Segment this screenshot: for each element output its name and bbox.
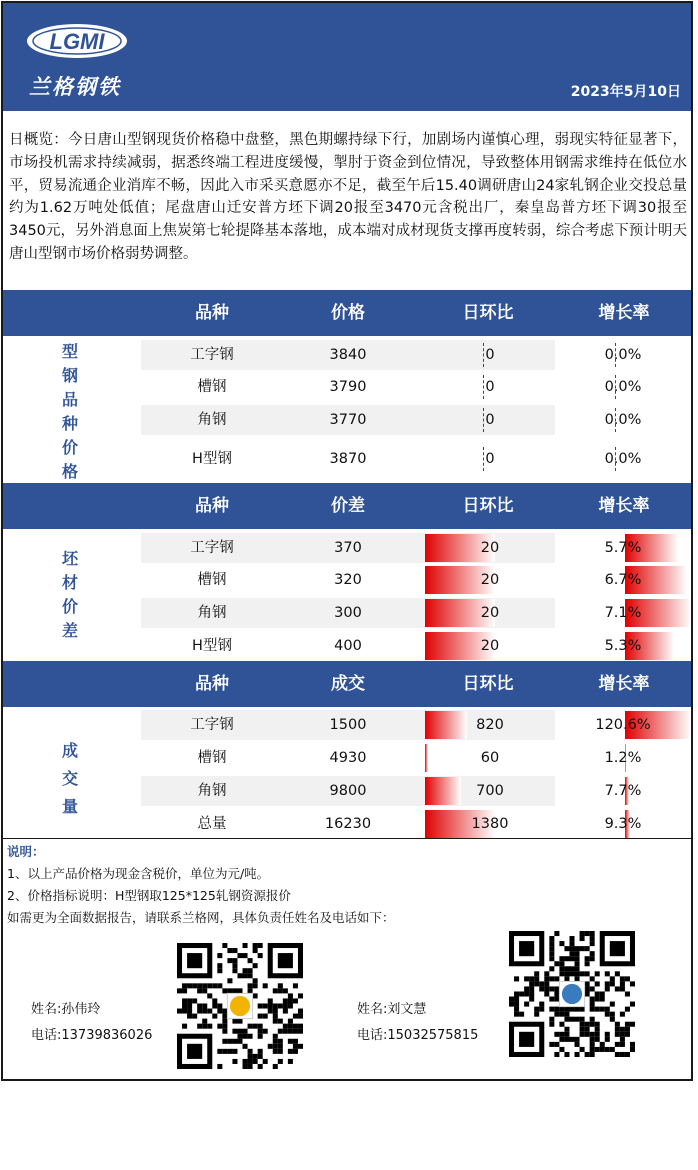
table-row <box>141 776 555 806</box>
row-variety: H型钢 <box>192 638 232 654</box>
daily-change-bar <box>425 444 555 474</box>
daily-change-value: 0 <box>485 347 495 363</box>
growth-rate-value: 7.7% <box>604 783 642 799</box>
growth-rate-bar <box>555 743 691 773</box>
row-variety: 工字钢 <box>190 540 234 556</box>
logo-name: 兰格钢铁 <box>29 75 121 99</box>
col-variety: 品种 <box>195 674 229 694</box>
daily-change-bar <box>425 776 555 806</box>
growth-rate-value: 120.6% <box>595 717 651 733</box>
contact-name: 姓名:刘文慧 <box>357 1002 427 1017</box>
row-value: 400 <box>334 638 362 654</box>
col-variety: 品种 <box>195 496 229 516</box>
qr-code-icon <box>509 931 635 1057</box>
section-label-char: 材 <box>61 573 78 592</box>
table-row <box>141 710 555 740</box>
growth-rate-bar <box>555 372 691 402</box>
notes-line-2: 2、价格指标说明：H型钢取125*125轧钢资源报价 <box>7 888 291 903</box>
growth-rate-value: 7.1% <box>604 605 642 621</box>
lgmi-logo-icon <box>25 21 129 65</box>
table-row <box>141 743 555 773</box>
daily-change-value: 1380 <box>471 816 509 832</box>
col-daily-change: 日环比 <box>462 496 514 516</box>
table-row <box>141 533 555 563</box>
row-variety: 角钢 <box>197 412 227 428</box>
qr-code-icon <box>177 943 303 1069</box>
section-label-char: 价 <box>61 438 78 457</box>
growth-rate-bar <box>555 776 691 806</box>
row-value: 3840 <box>329 347 367 363</box>
col-growth-rate: 增长率 <box>598 674 650 694</box>
row-variety: H型钢 <box>192 451 232 467</box>
table-row <box>141 598 555 628</box>
row-value: 4930 <box>329 750 367 766</box>
table-row <box>141 372 555 402</box>
section-label-char: 品 <box>61 390 78 409</box>
daily-change-value: 820 <box>476 717 504 733</box>
row-variety: 角钢 <box>197 783 227 799</box>
section-billet-spread <box>3 529 691 661</box>
growth-rate-value: 1.2% <box>604 750 642 766</box>
row-variety: 槽钢 <box>197 750 227 766</box>
notes <box>7 841 691 929</box>
growth-rate-value: 6.7% <box>604 572 642 588</box>
row-variety: 槽钢 <box>197 572 227 588</box>
growth-rate-value: 0.0% <box>604 379 642 395</box>
row-value: 1500 <box>329 717 367 733</box>
divider <box>3 838 691 839</box>
contact-name: 姓名:孙伟玲 <box>31 1002 101 1017</box>
table-row <box>141 565 555 595</box>
section-label-char: 价 <box>61 597 78 616</box>
daily-change-bar <box>425 533 555 563</box>
daily-change-bar <box>425 405 555 435</box>
section-label-char: 种 <box>61 414 78 433</box>
daily-change-value: 20 <box>480 540 500 556</box>
report-frame <box>1 1 693 1081</box>
growth-rate-bar <box>555 565 691 595</box>
row-value: 3790 <box>329 379 367 395</box>
daily-overview: 日概览：今日唐山型钢现货价格稳中盘整，黑色期螺持绿下行，加剧场内谨慎心理，弱现实特征显著下，市场投机需求持续减弱，据悉终端工程进度缓慢，掣肘于资金到位情况，导致整体用钢需求维持在低位水平，贸易流通企业消库不畅，因此入市采买意愿亦不足，截至午后15.40调研唐山24家轧钢企业交投总量约为1.62万吨处低值；尾盘唐山迁安普方坯下调20报至3470元含税出厂，秦皇岛普方坯下调30报至3450元，另外消息面上焦炭第七轮提降基本落地，成本端对成材现货支撑再度转弱，综合考虑下预计明天唐山型钢市场价格弱势调整。 <box>9 132 687 262</box>
row-variety: 工字钢 <box>190 347 234 363</box>
daily-change-value: 0 <box>485 379 495 395</box>
daily-change-bar <box>425 710 555 740</box>
growth-rate-bar <box>555 631 691 661</box>
report-header <box>3 3 691 111</box>
growth-rate-value: 0.0% <box>604 347 642 363</box>
row-variety: 角钢 <box>197 605 227 621</box>
daily-change-bar <box>425 372 555 402</box>
growth-rate-bar <box>555 533 691 563</box>
report-date: 2023年5月10日 <box>570 84 681 100</box>
section-header-section-price <box>3 290 691 336</box>
notes-line-1: 1、以上产品价格为现金含税价，单位为元/吨。 <box>7 866 270 881</box>
row-value: 370 <box>334 540 362 556</box>
lgmi-logo <box>25 21 135 99</box>
growth-rate-bar <box>555 598 691 628</box>
growth-rate-value: 0.0% <box>604 451 642 467</box>
notes-line-3: 如需更为全面数据报告，请联系兰格网，具体负责任姓名及电话如下： <box>7 910 395 925</box>
section-label-char: 型 <box>61 342 78 361</box>
section-label-char: 格 <box>61 462 78 481</box>
col-daily-change: 日环比 <box>462 303 514 323</box>
section-steel-price <box>3 336 691 482</box>
contact-2 <box>357 997 478 1049</box>
daily-change-value: 0 <box>485 412 495 428</box>
row-value: 3770 <box>329 412 367 428</box>
daily-change-bar <box>425 631 555 661</box>
table-row <box>141 444 555 474</box>
table-row <box>141 809 555 839</box>
row-variety: 总量 <box>197 816 227 832</box>
col-daily-change: 日环比 <box>462 674 514 694</box>
row-value: 3870 <box>329 451 367 467</box>
daily-change-bar <box>425 598 555 628</box>
daily-change-value: 20 <box>480 572 500 588</box>
section-label-char: 交 <box>61 769 78 788</box>
section-label-char: 钢 <box>61 366 78 385</box>
section-label <box>55 547 85 643</box>
col-variety: 品种 <box>195 303 229 323</box>
daily-change-bar <box>425 743 555 773</box>
row-value: 320 <box>334 572 362 588</box>
daily-change-value: 20 <box>480 605 500 621</box>
table-row <box>141 405 555 435</box>
col-price: 价格 <box>331 303 365 323</box>
table-row <box>141 340 555 370</box>
col-spread: 价差 <box>331 496 365 516</box>
section-label <box>55 737 85 821</box>
row-value: 9800 <box>329 783 367 799</box>
daily-change-value: 0 <box>485 451 495 467</box>
notes-title: 说明： <box>7 844 45 859</box>
section-trade-volume <box>3 707 691 837</box>
growth-rate-value: 5.3% <box>604 638 642 654</box>
section-label <box>55 340 85 484</box>
growth-rate-value: 9.3% <box>604 816 642 832</box>
row-value: 16230 <box>324 816 372 832</box>
section-label-char: 成 <box>61 741 78 760</box>
section-label-char: 坯 <box>61 549 78 568</box>
daily-change-value: 700 <box>476 783 504 799</box>
growth-rate-bar <box>555 809 691 839</box>
section-label-char: 量 <box>61 797 78 816</box>
svg-text:LGMI: LGMI <box>49 29 105 54</box>
daily-change-bar <box>425 809 555 839</box>
row-variety: 槽钢 <box>197 379 227 395</box>
growth-rate-bar <box>555 444 691 474</box>
col-volume: 成交 <box>331 674 365 694</box>
contact-phone: 电话:15032575815 <box>357 1028 479 1043</box>
growth-rate-bar <box>555 405 691 435</box>
section-header-section-spread <box>3 483 691 529</box>
growth-rate-value: 0.0% <box>604 412 642 428</box>
daily-change-value: 60 <box>480 750 500 766</box>
row-value: 300 <box>334 605 362 621</box>
table-row <box>141 631 555 661</box>
section-label-char: 差 <box>61 621 78 640</box>
growth-rate-value: 5.7% <box>604 540 642 556</box>
contact-1 <box>31 997 152 1049</box>
daily-change-value: 20 <box>480 638 500 654</box>
daily-change-bar <box>425 340 555 370</box>
growth-rate-bar <box>555 710 691 740</box>
col-growth-rate: 增长率 <box>598 496 650 516</box>
col-growth-rate: 增长率 <box>598 303 650 323</box>
growth-rate-bar <box>555 340 691 370</box>
row-variety: 工字钢 <box>190 717 234 733</box>
contact-phone: 电话:13739836026 <box>31 1028 153 1043</box>
daily-change-bar <box>425 565 555 595</box>
section-header-section-volume <box>3 661 691 707</box>
